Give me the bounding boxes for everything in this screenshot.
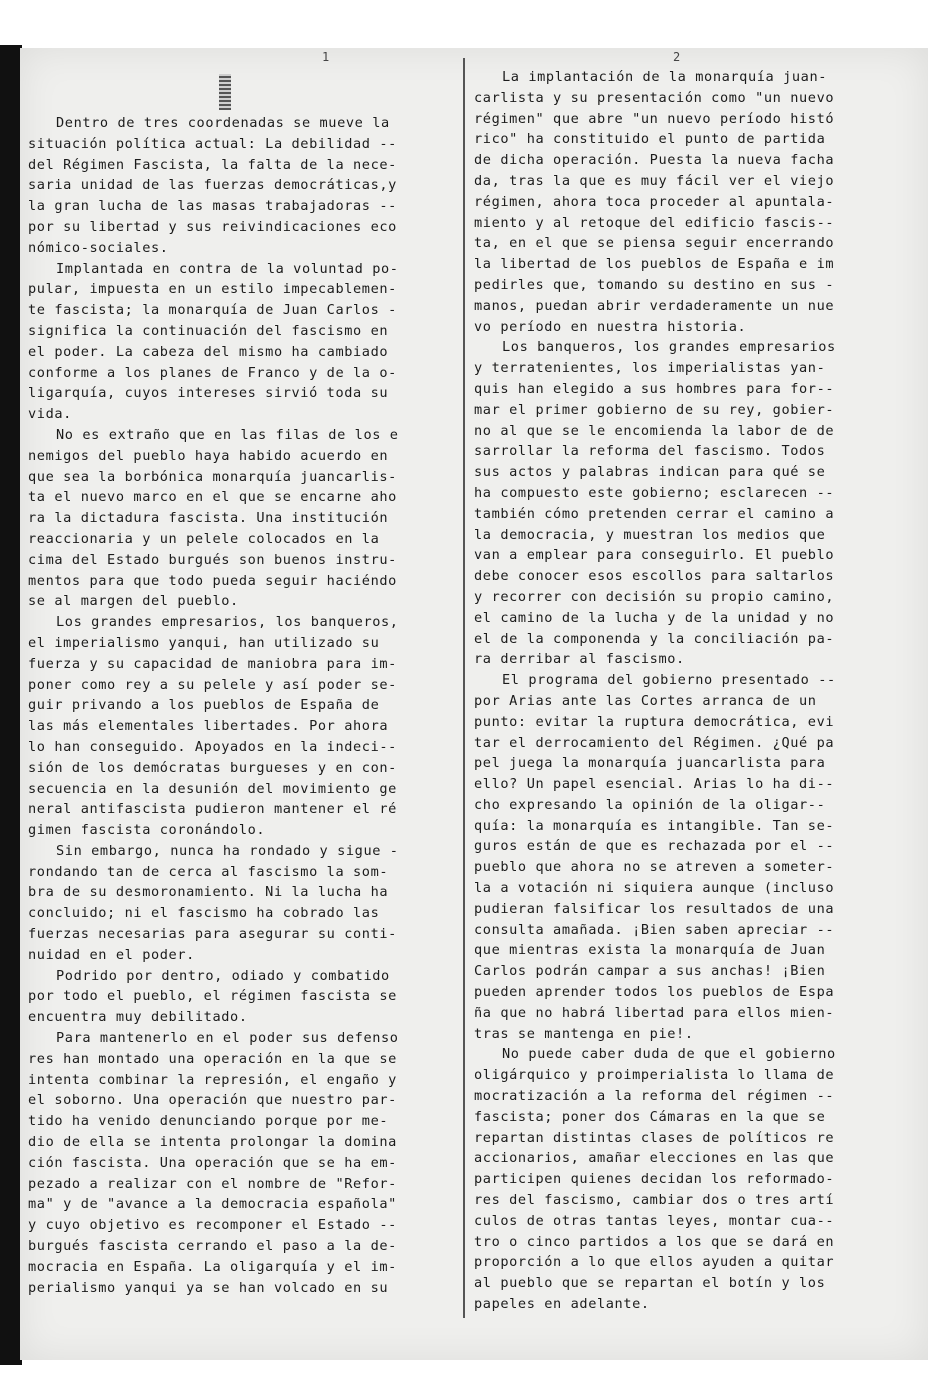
text-line: la gran lucha de las masas trabajadoras -- [28, 198, 397, 215]
text-line: guros están de que es rechazada por el -- [474, 838, 835, 855]
text-line: ra derribar al fascismo. [474, 651, 685, 668]
text-line: Dentro de tres coordenadas se mueve la [56, 115, 390, 131]
text-line: del Régimen Fascista, la falta de la nece- [28, 156, 397, 173]
text-line: Los grandes empresarios, los banqueros, [56, 614, 399, 631]
text-line: Implantada en contra de la voluntad po- [56, 260, 399, 277]
text-line: sarrollar la reforma del fascismo. Todos [474, 443, 826, 460]
text-line: punto: evitar la ruptura democrática, evi [474, 713, 835, 730]
text-line: repartan distintas clases de políticos re [474, 1129, 835, 1146]
text-line: la democracia, y muestran los medios que [474, 526, 826, 543]
text-line: y cuyo objetivo es recomponer el Estado -- [28, 1217, 397, 1234]
text-line: El programa del gobierno presentado -- [502, 672, 836, 689]
text-line: pel juega la monarquía juancarlista para [474, 755, 826, 772]
text-line: nómico-sociales. [28, 239, 169, 256]
text-line: ha compuesto este gobierno; esclarecen -- [474, 484, 835, 501]
text-line: de dicha operación. Puesta la nueva facha [474, 152, 835, 169]
text-line: tro o cinco partidos a los que se dará en [474, 1233, 835, 1250]
text-line: No puede caber duda de que el gobierno [502, 1046, 836, 1063]
left-text-column [28, 113, 456, 1298]
text-line: al pueblo que se repartan el botín y los [474, 1275, 826, 1292]
text-line: te fascista; la monarquía de Juan Carlos - [28, 302, 397, 319]
text-line: La implantación de la monarquía juan- [502, 69, 828, 85]
text-line: ligarquía, cuyos intereses sirvió toda su [28, 385, 389, 402]
text-line: el camino de la lucha y de la unidad y no [474, 609, 835, 626]
text-line: situación política actual: La debilidad -- [28, 135, 397, 152]
text-line: pezado a realizar con el nombre de "Refor- [28, 1175, 397, 1192]
text-line: el soborno. Una operación que nuestro par- [28, 1092, 397, 1109]
text-line: por su libertad y sus reivindicaciones eco [28, 218, 397, 235]
text-line: intenta combinar la represión, el engaño y [28, 1071, 397, 1088]
text-line: tras se mantenga en pie!. [474, 1025, 694, 1042]
text-line: van a emplear para conseguirlo. El pueblo [474, 547, 835, 564]
text-line: el de la componenda y la conciliación pa- [474, 630, 835, 647]
text-line: reaccionaria y un pelele colocados en la [28, 530, 380, 547]
text-line: y recorrer con decisión su propio camino, [474, 588, 835, 605]
text-line: vida. [28, 406, 72, 423]
text-line: sus actos y palabras indican para qué se [474, 464, 826, 481]
text-line: carlista y su presentación como "un nuevo [474, 89, 835, 106]
text-line: pular, impuesta en un estilo impecablemen- [28, 281, 397, 298]
text-line: lo han conseguido. Apoyados en la indeci-- [28, 738, 397, 755]
text-line: régimen" que abre "un nuevo período histó [474, 110, 835, 127]
text-line: quis han elegido a sus hombres para for-- [474, 380, 835, 397]
text-line: fuerzas necesarias para asegurar su conti- [28, 926, 397, 943]
text-line: neral antifascista pudieron mantener el ré [28, 801, 397, 818]
text-line: debe conocer esos escollos para saltarlos [474, 568, 835, 585]
text-line: Para mantenerlo en el poder sus defenso [56, 1030, 399, 1047]
text-line: también cómo pretenden cerrar el camino a [474, 505, 835, 522]
text-line: por Arias ante las Cortes arranca de un [474, 692, 817, 709]
text-line: concluido; ni el fascismo ha cobrado las [28, 905, 380, 922]
text-line: fascista; poner dos Cámaras en la que se [474, 1108, 826, 1125]
text-line: papeles en adelante. [474, 1296, 650, 1313]
text-line: manos, puedan abrir verdaderamente un nue [474, 297, 835, 314]
text-line: conforme a los planes de Franco y de la o- [28, 364, 397, 381]
text-line: la a votación ni siquiera aunque (incluso [474, 880, 835, 897]
text-line: Podrido por dentro, odiado y combatido [56, 967, 390, 984]
column-divider [463, 58, 465, 1318]
text-line: res han montado una operación en la que se [28, 1050, 397, 1067]
text-line: pueblo que ahora no se atreven a someter- [474, 859, 835, 876]
text-line: No es extraño que en las filas de los e [56, 426, 399, 443]
right-text-column [474, 67, 914, 1315]
text-line: sión de los demócratas burgueses y en con- [28, 759, 397, 776]
text-line: tar el derrocamiento del Régimen. ¿Qué pa [474, 734, 835, 751]
text-line: tido ha venido denunciando porque por me- [28, 1113, 389, 1130]
text-line: encuentra muy debilitado. [28, 1009, 248, 1026]
text-line: ello? Un papel esencial. Arias lo ha di-- [474, 776, 835, 793]
text-line: pedirles que, tomando su destino en sus - [474, 276, 835, 293]
text-line: ción fascista. Una operación que se ha em- [28, 1154, 397, 1171]
text-line: consulta amañada. ¡Bien saben apreciar -- [474, 921, 835, 938]
page-mark-left: 1 [322, 50, 330, 64]
text-line: proporción a lo que ellos ayuden a quitar [474, 1254, 835, 1271]
text-line: no al que se le encomienda la labor de de [474, 422, 835, 439]
text-line: dio de ella se intenta prolongar la domina [28, 1134, 397, 1151]
text-line: régimen, ahora toca proceder al apuntala- [474, 193, 835, 210]
text-line: el imperialismo yanqui, han utilizado su [28, 634, 380, 651]
text-line: mocracia en España. La oligarquía y el im- [28, 1258, 397, 1275]
text-line: la libertad de los pueblos de España e im [474, 256, 835, 273]
decorative-ornament-icon [219, 74, 231, 110]
text-line: guir privando a los pueblos de España de [28, 697, 380, 714]
text-line: que mientras exista la monarquía de Juan [474, 942, 826, 959]
text-line: y terratenientes, los imperialistas yan- [474, 360, 826, 377]
text-line: que sea la borbónica monarquía juancarlis- [28, 468, 397, 485]
text-line: pudieran falsificar los resultados de una [474, 900, 835, 917]
text-line: ña que no habrá libertad para ellos mien- [474, 1004, 835, 1021]
text-line: rico" ha constituido el punto de partida [474, 131, 826, 148]
text-line: bra de su desmoronamiento. Ni la lucha ha [28, 884, 389, 901]
text-line: ma" y de "avance a la democracia española" [28, 1196, 397, 1213]
text-line: Los banqueros, los grandes empresarios [502, 339, 836, 356]
text-line: miento y al retoque del edificio fascis-- [474, 214, 835, 231]
text-line: gimen fascista coronándolo. [28, 822, 266, 839]
text-line: quía: la monarquía es intangible. Tan se- [474, 817, 835, 834]
text-line: culos de otras tantas leyes, montar cua-- [474, 1212, 835, 1229]
text-line: poner como rey a su pelele y así poder se- [28, 676, 397, 693]
text-line: accionarios, amañar elecciones en las que [474, 1150, 835, 1167]
text-line: da, tras la que es muy fácil ver el viejo [474, 172, 835, 189]
text-line: oligárquico y proimperialista lo llama de [474, 1067, 835, 1084]
text-line: el poder. La cabeza del mismo ha cambiado [28, 343, 389, 360]
text-line: fuerza y su capacidad de maniobra para im- [28, 655, 397, 672]
text-line: participen quienes decidan los reformado- [474, 1171, 835, 1188]
text-line: perialismo yanqui ya se han volcado en su [28, 1279, 389, 1296]
text-line: por todo el pueblo, el régimen fascista se [28, 988, 397, 1005]
text-line: burgués fascista cerrando el paso a la de- [28, 1238, 397, 1255]
text-line: mentos para que todo pueda seguir haciéndo [28, 572, 397, 589]
text-line: significa la continuación del fascismo en [28, 322, 389, 339]
text-line: ra la dictadura fascista. Una institución [28, 510, 389, 527]
text-line: mar el primer gobierno de su rey, gobier- [474, 401, 835, 418]
text-line: las más elementales libertades. Por ahora [28, 718, 389, 735]
text-line: Sin embargo, nunca ha rondado y sigue - [56, 842, 399, 859]
text-line: cima del Estado burgués son buenos instru- [28, 551, 397, 568]
text-line: nemigos del pueblo haya habido acuerdo en [28, 447, 389, 464]
page-left-shadow [0, 45, 22, 1365]
text-line: saria unidad de las fuerzas democráticas,y [28, 177, 397, 194]
text-line: ta el nuevo marco en el que se encarne aho [28, 489, 397, 506]
text-line: vo período en nuestra historia. [474, 318, 747, 335]
text-line: se al margen del pueblo. [28, 593, 239, 610]
text-line: Carlos podrán campar a sus anchas! ¡Bien [474, 963, 826, 980]
text-line: secuencia en la desunión del movimiento ge [28, 780, 397, 797]
text-line: cho expresando la opinión de la oligar-- [474, 796, 826, 813]
text-line: nuidad en el poder. [28, 946, 195, 963]
text-line: res del fascismo, cambiar dos o tres artí [474, 1192, 835, 1209]
page-mark-right: 2 [673, 50, 681, 64]
text-line: pueden aprender todos los pueblos de Espa [474, 984, 835, 1001]
text-line: rondando tan de cerca al fascismo la som- [28, 863, 389, 880]
text-line: mocratización a la reforma del régimen -- [474, 1088, 835, 1105]
text-line: ta, en el que se piensa seguir encerrando [474, 235, 835, 252]
